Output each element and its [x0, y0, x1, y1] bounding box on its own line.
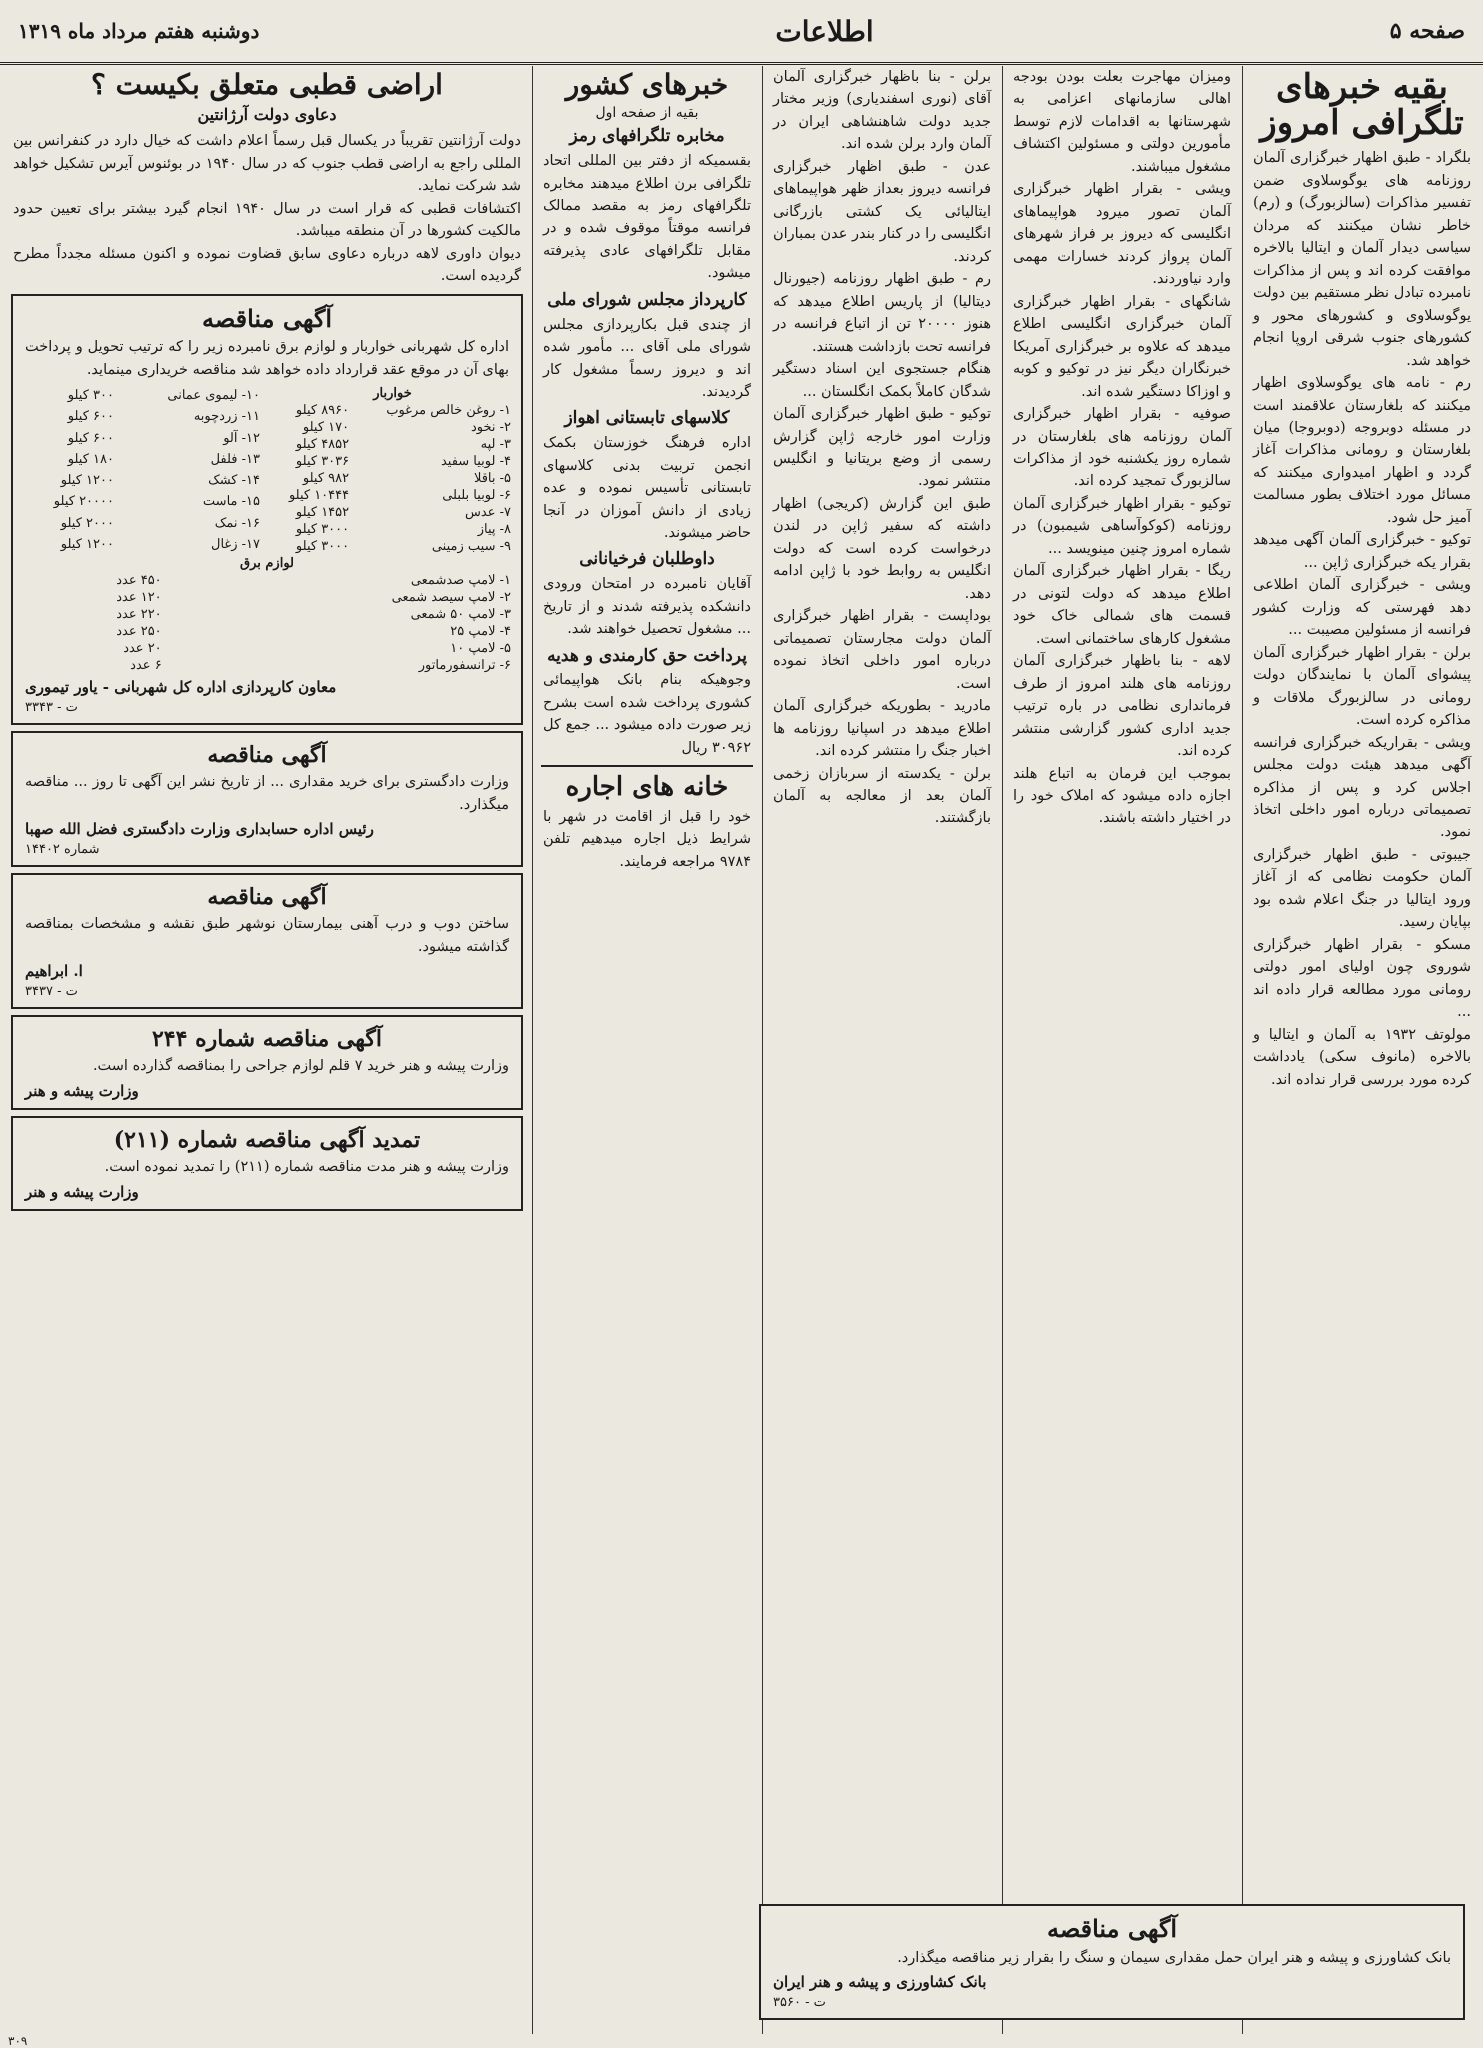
ad-title: آگهی مناقصه	[207, 884, 327, 911]
table-row: ۶- لوبیا بلبلی ۱۰۴۴۴ کیلو	[288, 488, 511, 503]
footer-code: ۳۰۹	[8, 2034, 28, 2048]
section-title: خبرهای کشور	[565, 68, 729, 101]
ad-title: آگهی مناقصه شماره ۲۴۴	[151, 1026, 382, 1053]
ad-text: وزارت پیشه و هنر مدت مناقصه شماره (۲۱۱) را تمدید نموده است.	[104, 1159, 509, 1176]
news-item: برلن - بنا باظهار خبرگزاری آلمان آقای (نوری اسفندیاری) وزیر مختار جدید دولت شاهنشاهی ایران در آلمان وارد برلن شده اند.	[773, 69, 991, 153]
column-news-1	[1247, 66, 1477, 2034]
table-row: ۸- پیاز ۳۰۰۰ کیلو	[295, 522, 511, 537]
news-item: رم - نامه های یوگوسلاوی اظهار میکنند که بلغارستان علاقمند است در مسئله دوبروجه (دوبروجا) میان بلغارستان و رومانی مذاکرات آغاز گردد و اظهار امیدواری میکنند که مسائل مورد اختلاف بطور مسالمت آمیز حل شود.	[1253, 375, 1471, 526]
news-item: بلگراد - طبق اظهار خبرگزاری آلمان روزنامه های یوگوسلاوی ضمن تفسیر مذاکرات (سالزبورگ) و (رم) خاطر نشان میکنند که مردان سیاسی دیدار آلمان و ایتالیا بالاخره موافقت کرده اند و پس از مذاکرات نامبرده تبادل نظر مستقیم بین دولت یوگوسلاوی و کشورهای محور و کشورهای جنوب شرقی اروپا انجام خواهد شد.	[1253, 150, 1471, 369]
table-title: خواربار	[373, 386, 412, 401]
ad-tables	[19, 385, 515, 555]
news-item: هنگام جستجوی این اسناد دستگیر شدگان کاملاً بکمک انگلستان ...	[773, 361, 991, 400]
news-item: توکیو - بقرار اظهار خبرگزاری آلمان روزنامه (کوکوآساهی شیمبون) در شماره امروز چنین مینویسد ...	[1013, 495, 1231, 557]
column-news-2	[1007, 66, 1237, 2034]
article-title: پرداخت حق کارمندی و هدیه	[547, 645, 747, 666]
column-left	[7, 66, 527, 2034]
table-row: ۱- لامپ صدشمعی ۴۵۰ عدد	[116, 573, 511, 588]
article-body: آقایان نامبرده در امتحان ورودی دانشکده پذیرفته شدند و از تاریخ ... مشغول تحصیل خواهند شد.	[543, 576, 751, 638]
ad-ref: ت - ۳۵۶۰	[773, 1995, 826, 2010]
news-item: مولوتف ۱۹۳۲ به آلمان و ایتالیا و بالاخره (مانوف سکی) یادداشت کرده مورد بررسی قرار نداده اند.	[1253, 1026, 1472, 1088]
table-row: ۱۴- کشک ۱۲۰۰ کیلو	[60, 473, 260, 489]
article-body: بقسمیکه از دفتر بین المللی اتحاد تلگرافی برن اطلاع میدهند مخابره تلگرافهای رمز به مقصد ممالک فرانسه موقتاً موقوف شده و در مقابل تلگرافهای عادی پذیرفته میشود.	[543, 153, 751, 282]
divider	[541, 765, 753, 767]
news-item: مسکو - بقرار اظهار خبرگزاری شوروی چون اولیای امور دولتی رومانی مورد مطالعه قرار داده اند ...	[1253, 936, 1471, 1021]
ad-text: بانک کشاورزی و پیشه و هنر ایران حمل مقداری سیمان و سنگ را بقرار زیر مناقصه میگذارد.	[897, 1949, 1451, 1966]
column-news-3	[767, 66, 997, 2034]
ad-tender-hospital	[11, 873, 523, 1009]
ad-tender-bank	[759, 1904, 1465, 2020]
table-row: ۹- سیب زمینی ۳۰۰۰ کیلو	[295, 539, 511, 554]
ad-text: وزارت پیشه و هنر خرید ۷ قلم لوازم جراحی را بمناقصه گذارده است.	[92, 1058, 509, 1075]
table-row: ۱۰- لیموی عمانی ۳۰۰ کیلو	[67, 388, 260, 404]
ad-title: آگهی مناقصه	[207, 742, 327, 768]
section-subtitle: بقیه از صفحه اول	[595, 105, 699, 122]
ad-signature: بانک کشاورزی و پیشه و هنر ایران	[773, 1973, 987, 1991]
food-table	[270, 385, 515, 555]
news-item: ویشی - بقراریکه خبرگزاری فرانسه آگهی میدهد هیئت دولت مجلس اجلاس کرد و پس از مذاکره تصمیماتی درباره امور داخلی اتخاذ نمود.	[1253, 734, 1471, 841]
electrical-table	[19, 555, 515, 674]
news-item: صوفیه - بقرار اظهار خبرگزاری آلمان روزنامه های بلغارستان در شماره روز یکشنبه خود از مذاکرات سالزبورگ تمجید کرده اند.	[1013, 406, 1231, 490]
table-row: ۳- لپه ۴۸۵۲ کیلو	[295, 437, 511, 452]
article-body: خود را قبل از اقامت در شهر با شرایط ذیل اجاره میدهیم تلفن ۹۷۸۴ مراجعه فرمایند.	[543, 808, 751, 870]
ad-signature: وزارت پیشه و هنر	[25, 1081, 139, 1100]
masthead	[0, 0, 1483, 65]
column-divider	[762, 66, 763, 2034]
table-row: ۱۷- زغال ۱۲۰۰ کیلو	[60, 536, 260, 552]
column-divider	[1002, 66, 1003, 2034]
news-item: رم - طبق اظهار روزنامه (جیورنال دیتالیا) از پاریس اطلاع میدهد که هنوز ۲۰۰۰۰ تن از اتباع فرانسه در فرانسه تحت بازداشت هستند.	[773, 271, 992, 355]
article-body: اداره فرهنگ خوزستان بکمک انجمن تربیت بدنی کلاسهای تابستانی تأسیس نموده و عده زیادی از دانش آموزان در آنجا حاضر میشوند.	[543, 435, 751, 542]
table-row: ۴- لامپ ۲۵ ۲۵۰ عدد	[116, 624, 511, 639]
news-item: ویشی - خبرگزاری آلمان اطلاعی دهد فهرستی که وزارت کشور فرانسه از مسئولین مصیبت ...	[1253, 577, 1471, 639]
ad-tender-police	[11, 294, 523, 725]
ad-signature: رئیس اداره حسابداری وزارت دادگستری فضل الله صهبا	[25, 820, 374, 839]
ad-tender-211	[11, 1116, 523, 1211]
article-title: داوطلبان فرخیانانی	[579, 549, 715, 570]
news-item: لاهه - بنا باظهار خبرگزاری آلمان روزنامه های هلند امروز از طرف فرمانداری نظامی در باره ترتیب جدید اداری کشور گزارشی منتشر کرده اند.	[1013, 653, 1231, 760]
ad-title: آگهی مناقصه	[201, 303, 333, 333]
article-title: کلاسهای تابستانی اهواز	[564, 408, 730, 429]
headline-telegraph: بقیه خبرهای تلگرافی امروز	[1260, 67, 1464, 143]
column-divider	[532, 66, 533, 2034]
ad-ref: شماره ۱۴۴۰۲	[25, 842, 100, 858]
column-domestic	[537, 66, 757, 2034]
news-item: برلن - بقرار اظهار خبرگزاری آلمان پیشوای آلمان با نمایندگان دولت رومانی در سالزبورگ ملاقات و مذاکره کرده است.	[1253, 644, 1471, 729]
news-item: ریگا - بقرار اظهار خبرگزاری آلمان اطلاع میدهد که دولت لتونی در قسمت های شمالی خاک خود مشغول کارهای ساختمانی است.	[1013, 563, 1231, 647]
ad-tender-244	[11, 1015, 523, 1110]
ad-signature: معاون کارپردازی اداره کل شهربانی - یاور تیموری	[25, 678, 337, 696]
table-row: ۵- باقلا ۹۸۲ کیلو	[302, 471, 511, 486]
article-body: دیوان داوری لاهه درباره دعاوی سابق قضاوت نموده و اکنون مسئله مجدداً مطرح گردیده است.	[13, 245, 521, 285]
article-body: وجوهیکه بنام بانک هواپیمائی کشوری پرداخت شده است بشرح زیر صورت داده میشود ... جمع کل ۳۰۹۶۲ ریال	[543, 672, 751, 756]
news-item: طبق این گزارش (کریجی) اظهار داشته که سفیر ژاپن در لندن درخواست کرده است که دولت انگلیس به روابط خود با ژاپن ادامه دهد.	[773, 495, 991, 602]
table-row: ۳- لامپ ۵۰ شمعی ۲۲۰ عدد	[116, 607, 511, 622]
table-row: ۲- نخود ۱۷۰ کیلو	[302, 420, 511, 435]
news-item: برلن - یکدسته از سربازان زخمی آلمان بعد از معالجه به آلمان بازگشتند.	[773, 765, 991, 827]
news-item: بموجب این فرمان به اتباع هلند اجازه داده میشود که املاک خود را در اختیار داشته باشند.	[1013, 765, 1231, 827]
news-item: توکیو - خبرگزاری آلمان آگهی میدهد بقرار یکه خبرگزاری ژاپن ...	[1253, 532, 1471, 571]
ad-title: آگهی مناقصه	[1046, 1914, 1178, 1944]
article-body: اکتشافات قطبی که قرار است در سال ۱۹۴۰ انجام گیرد بیشتر برای تعیین حدود مالکیت کشورها در آن منطقه میباشد.	[13, 200, 521, 240]
ad-text: ساختن دوب و درب آهنی بیمارستان نوشهر طبق نقشه و مشخصات بمناقصه گذاشته میشود.	[25, 916, 509, 955]
table-row: ۵- لامپ ۱۰ ۲۰ عدد	[123, 641, 511, 656]
column-divider	[1242, 66, 1243, 2034]
ad-ref: ت - ۳۳۴۳	[25, 700, 78, 715]
table-row: ۱۶- نمک ۲۰۰۰ کیلو	[60, 515, 260, 531]
article-title: مخابره تلگرافهای رمز	[569, 126, 725, 147]
news-item: توکیو - طبق اظهار خبرگزاری آلمان وزارت امور خارجه ژاپن گزارش رسمی از وضع بریتانیا و انگلیس منتشر نمود.	[773, 406, 991, 490]
table-row: ۷- عدس ۱۴۵۲ کیلو	[295, 505, 511, 520]
table-row: ۶- ترانسفورماتور ۶ عدد	[130, 658, 511, 673]
article-title: کارپرداز مجلس شورای ملی	[547, 289, 747, 310]
table-row: ۱۲- آلو ۶۰۰ کیلو	[67, 430, 260, 446]
article-body: از چندی قبل بکارپردازی مجلس شورای ملی آقای ... مأمور شده اند و دیروز رسماً مشغول کار گردیدند.	[543, 316, 751, 400]
ad-signature: ا. ابراهیم	[25, 962, 83, 981]
news-item: مادرید - بطوریکه خبرگزاری آلمان اطلاع میدهد در اسپانیا روزنامه ها اخبار جنگ را منتشر کرده اند.	[773, 698, 991, 760]
ad-text: اداره کل شهربانی خواربار و لوازم برق نامبرده زیر را که ترتیب تحویل و پرداخت بهای آن در موقع عقد قرارداد داده خواهد شد مناقصه خریداری مینماید.	[25, 339, 509, 378]
news-item: ومیزان مهاجرت بعلت بودن بودجه اهالی سازمانهای اعزامی به شهرستانها به اقدامات لازم توسط مأمورین دولتی و مسئولین اکتشاف مشغول میباشند.	[1013, 69, 1231, 175]
headline-polar: اراضی قطبی متعلق بکیست ؟	[91, 68, 443, 101]
ad-text: وزارت دادگستری برای خرید مقداری ... از تاریخ نشر این آگهی تا روز ... مناقصه میگذارد.	[25, 774, 509, 813]
news-item: بوداپست - بقرار اظهار خبرگزاری آلمان دولت مجارستان تصمیماتی درباره امور داخلی اتخاذ نموده است.	[773, 608, 991, 692]
table-title: لوازم برق	[239, 556, 295, 571]
article-body: دولت آرژانتین تقریباً در یکسال قبل رسماً اعلام داشت که خیال دارد در کنفرانس بین المللی راجع به اراضی قطب جنوب که در سال ۱۹۴۰ در بوئنوس آیرس تشکیل خواهد شد شرکت نماید.	[13, 133, 521, 195]
food-table-2	[19, 385, 264, 555]
newspaper-name: اطلاعات	[775, 14, 874, 48]
table-row: ۱۳- فلفل ۱۸۰ کیلو	[67, 451, 260, 467]
table-row: ۱۱- زردچوبه ۶۰۰ کیلو	[67, 409, 260, 425]
news-item: ویشی - بقرار اظهار خبرگزاری آلمان تصور میرود هواپیماهای انگلیسی که دیروز بر فراز شهرهای آلمان پرواز کردند خسارات مهمی وارد نیاوردند.	[1013, 181, 1231, 288]
ad-ref: ت - ۳۴۳۷	[25, 984, 78, 1000]
table-row: ۲- لامپ سیصد شمعی ۱۲۰ عدد	[116, 590, 511, 605]
issue-date: دوشنبه هفتم مرداد ماه ۱۳۱۹	[18, 19, 260, 43]
news-item: جیبوتی - طبق اظهار خبرگزاری آلمان حکومت نظامی که از آغاز ورود ایتالیا در جنگ اعلام شده بود بپایان رسید.	[1253, 846, 1471, 931]
table-row: ۴- لوبیا سفید ۳۰۳۶ کیلو	[295, 454, 511, 469]
ad-title: تمدید آگهی مناقصه شماره (۲۱۱)	[113, 1126, 421, 1153]
news-item: عدن - طبق اظهار خبرگزاری فرانسه دیروز بعداز ظهر هواپیماهای ایتالیائی یک کشتی بازرگانی انگلیسی را در کنار بندر عدن بمباران کردند.	[773, 158, 991, 265]
subheadline: دعاوی دولت آرژانتین	[197, 105, 337, 125]
ad-signature: وزارت پیشه و هنر	[25, 1182, 139, 1201]
article-title: خانه های اجاره	[565, 772, 729, 803]
table-row: ۱۵- ماست ۲۰۰۰۰ کیلو	[53, 494, 260, 510]
table-row: ۱- روغن خالص مرغوب ۸۹۶۰ کیلو	[295, 403, 511, 418]
page-number: صفحه ۵	[1389, 18, 1465, 44]
ad-tender-justice	[11, 731, 523, 867]
news-item: شانگهای - بقرار اظهار خبرگزاری آلمان خبرگزاری انگلیسی اطلاع میدهد که علاوه بر خبرگزاری آمریکا خبرنگاران دیگر نیز در توکیو و کوبه و اوزاکا دستگیر شده اند.	[1013, 293, 1231, 400]
